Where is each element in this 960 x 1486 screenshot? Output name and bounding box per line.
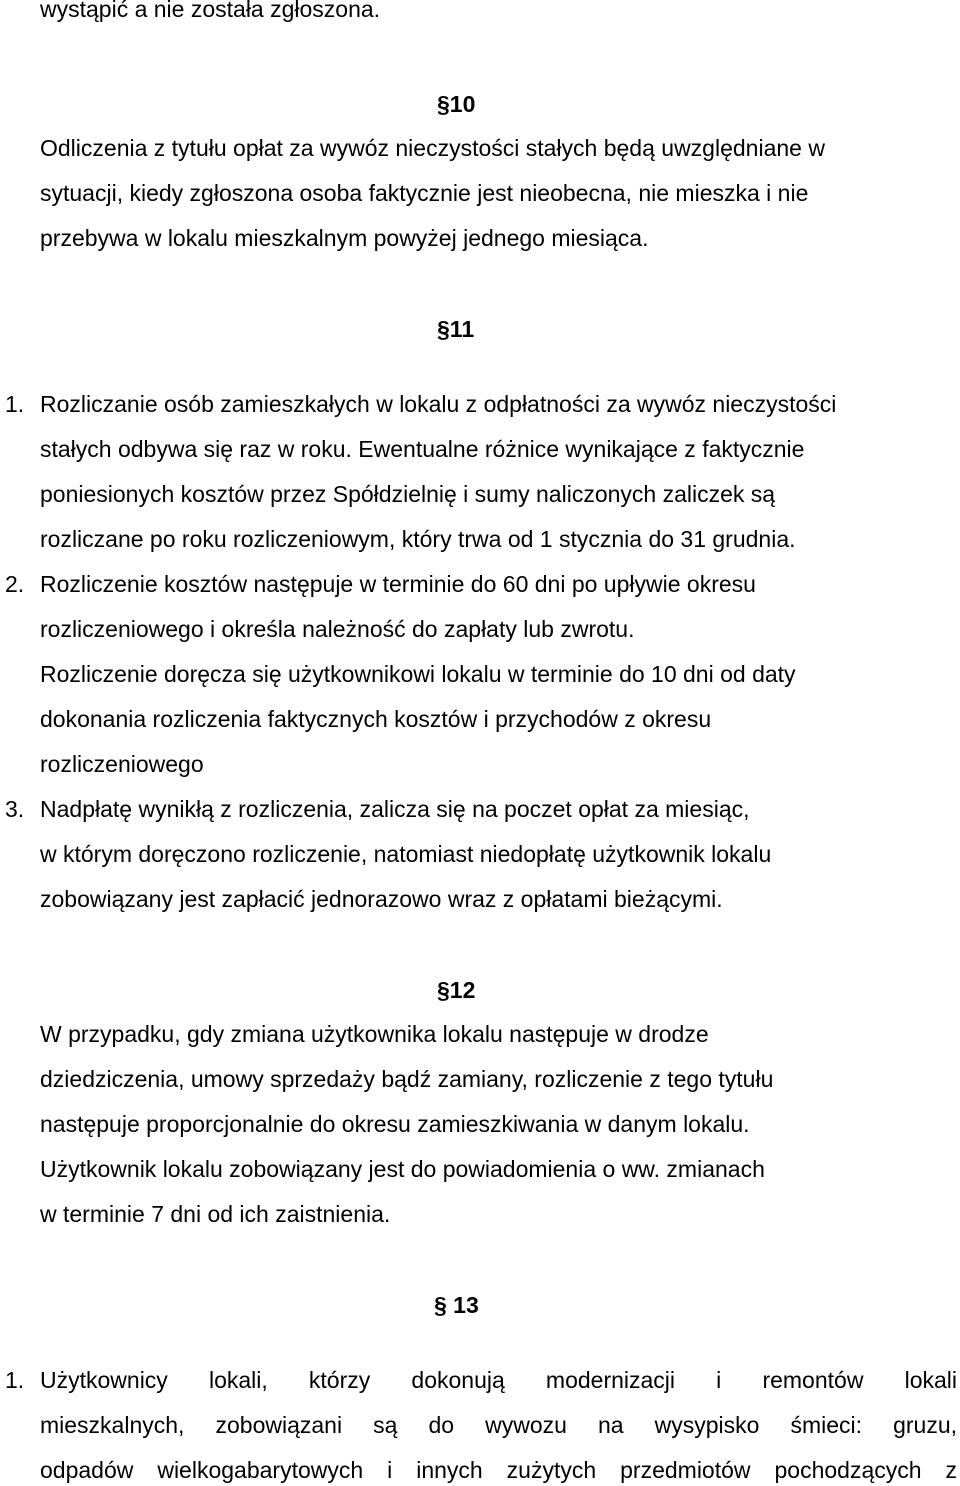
section-13-item1-line: odpadów wielkogabarytowych i innych zużytych przedmiotów pochodzących z [40, 1457, 957, 1483]
section-10-heading: §10 [437, 91, 476, 117]
section-10-line: przebywa w lokalu mieszkalnym powyżej jednego miesiąca. [40, 225, 649, 251]
section-11-item3-line: Nadpłatę wynikłą z rozliczenia, zalicza się na poczet opłat za miesiąc, [40, 796, 750, 822]
section-12-line: następuje proporcjonalnie do okresu zamieszkiwania w danym lokalu. [40, 1111, 750, 1137]
section-11-item2-line: dokonania rozliczenia faktycznych kosztów i przychodów z okresu [40, 706, 712, 732]
section-12-line: W przypadku, gdy zmiana użytkownika lokalu następuje w drodze [40, 1021, 709, 1047]
section-12-line: Użytkownik lokalu zobowiązany jest do powiadomienia o ww. zmianach [40, 1156, 765, 1182]
section-11-item-number: 1. [5, 391, 25, 417]
section-11-item-number: 2. [5, 571, 25, 597]
section-12-line: dziedziczenia, umowy sprzedaży bądź zamiany, rozliczenie z tego tytułu [40, 1066, 774, 1092]
section-11-item1-line: stałych odbywa się raz w roku. Ewentualne różnice wynikające z faktycznie [40, 436, 805, 462]
section-11-item1-line: poniesionych kosztów przez Spółdzielnię i sumy naliczonych zaliczek są [40, 481, 776, 507]
section-11-item-number: 3. [5, 796, 25, 822]
section-13-item1-line: mieszkalnych, zobowiązani są do wywozu na wysypisko śmieci: gruzu, [40, 1412, 957, 1438]
section-10-line: sytuacji, kiedy zgłoszona osoba faktycznie jest nieobecna, nie mieszka i nie [40, 180, 809, 206]
section-11-item3-line: w którym doręczono rozliczenie, natomiast niedopłatę użytkownik lokalu [40, 841, 772, 867]
section-12-heading: §12 [437, 977, 476, 1003]
section-11-item1-line: rozliczane po roku rozliczeniowym, który trwa od 1 stycznia do 31 grudnia. [40, 526, 796, 552]
section-11-item2-line: rozliczeniowego i określa należność do zapłaty lub zwrotu. [40, 616, 635, 642]
section-12-line: w terminie 7 dni od ich zaistnienia. [40, 1201, 391, 1227]
section-13-item-number: 1. [5, 1367, 25, 1393]
section-13-heading: § 13 [434, 1292, 479, 1318]
section-11-item2-line: Rozliczenie doręcza się użytkownikowi lokalu w terminie do 10 dni od daty [40, 661, 796, 687]
section-11-heading: §11 [437, 316, 475, 342]
section-10-line: Odliczenia z tytułu opłat za wywóz nieczystości stałych będą uwzględniane w [40, 135, 825, 161]
section-11-item3-line: zobowiązany jest zapłacić jednorazowo wraz z opłatami bieżącymi. [40, 886, 723, 912]
section-13-item1-line: Użytkownicy lokali, którzy dokonują modernizacji i remontów lokali [40, 1367, 957, 1393]
carryover-line: wystąpić a nie została zgłoszona. [40, 0, 381, 22]
section-11-item2-line: rozliczeniowego [40, 751, 204, 777]
section-11-item2-line: Rozliczenie kosztów następuje w terminie do 60 dni po upływie okresu [40, 571, 756, 597]
section-11-item1-line: Rozliczanie osób zamieszkałych w lokalu z odpłatności za wywóz nieczystości [40, 391, 837, 417]
